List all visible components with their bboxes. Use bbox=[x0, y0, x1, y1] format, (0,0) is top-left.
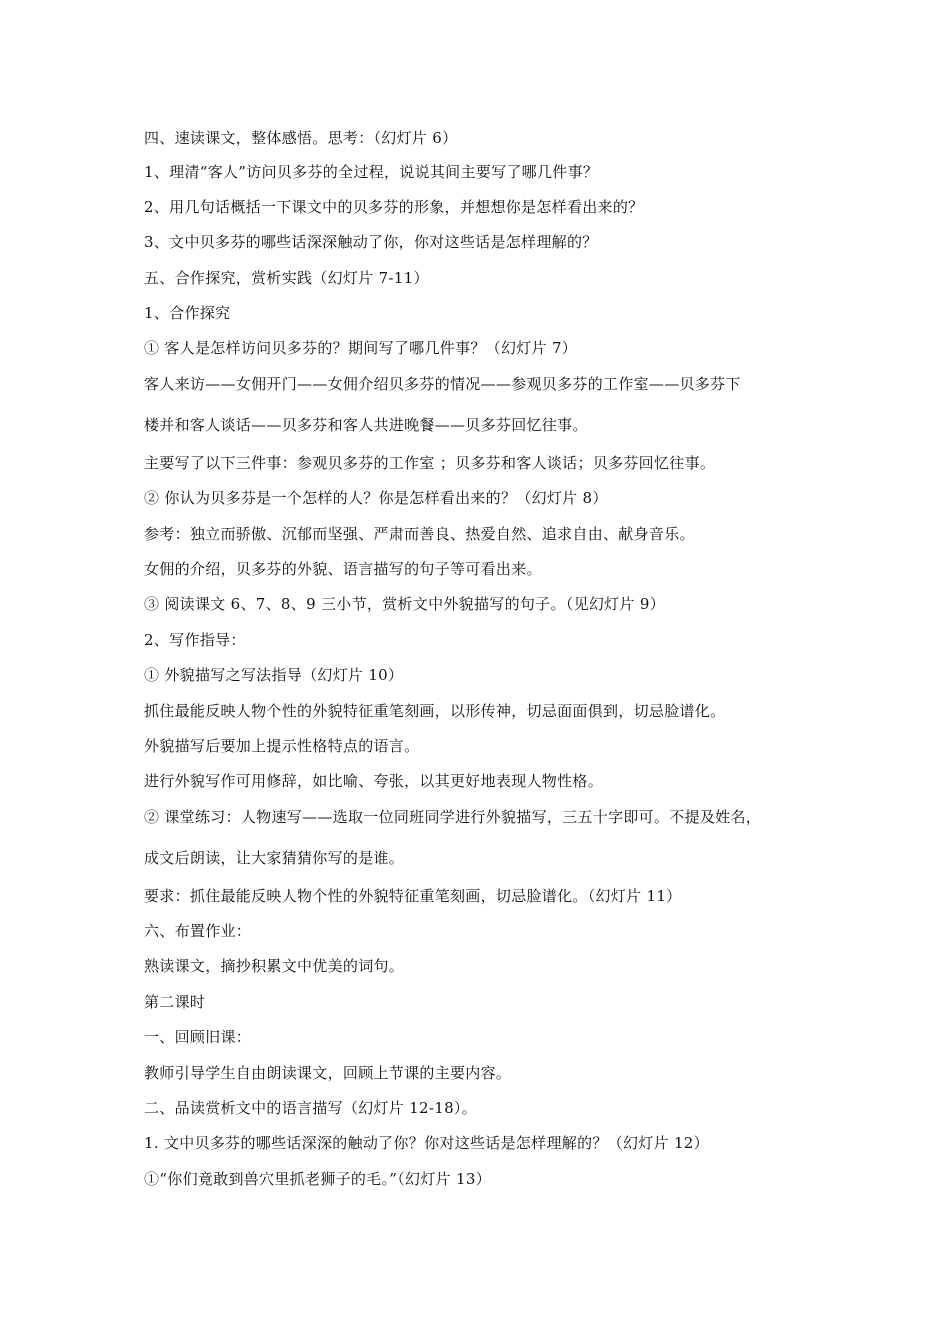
paragraph-line: 外貌描写后要加上提示性格特点的语言。 bbox=[144, 737, 420, 755]
section-heading-1: 一、回顾旧课： bbox=[144, 1028, 252, 1046]
paragraph-line: 进行外貌写作可用修辞，如比喻、夸张，以其更好地表现人物性格。 bbox=[144, 772, 604, 790]
paragraph-line: ①“你们竟敢到兽穴里抓老狮子的毛。”（幻灯片 13） bbox=[144, 1170, 491, 1188]
paragraph-line: ② 你认为贝多芬是一个怎样的人？你是怎样看出来的？（幻灯片 8） bbox=[144, 489, 608, 507]
paragraph-line: ② 课堂练习：人物速写——选取一位同班同学进行外貌描写，三五十字即可。不提及姓名， bbox=[144, 808, 762, 826]
section-heading-2: 二、品读赏析文中的语言描写（幻灯片 12-18）。 bbox=[144, 1099, 478, 1117]
paragraph-line: 1. 文中贝多芬的哪些话深深的触动了你？你对这些话是怎样理解的？（幻灯片 12） bbox=[144, 1134, 709, 1152]
paragraph-line: 女佣的介绍，贝多芬的外貌、语言描写的句子等可看出来。 bbox=[144, 560, 542, 578]
paragraph-line: 成文后朗读，让大家猜猜你写的是谁。 bbox=[144, 849, 405, 867]
subheading-writing-guidance: 2、写作指导： bbox=[144, 631, 246, 649]
section-heading-4: 四、速读课文，整体感悟。思考：（幻灯片 6） bbox=[144, 129, 458, 147]
paragraph-line: 要求：抓住最能反映人物个性的外貌特征重笔刻画，切忌脸谱化。（幻灯片 11） bbox=[144, 887, 682, 905]
paragraph-line: 客人来访——女佣开门——女佣介绍贝多芬的情况——参观贝多芬的工作室——贝多芬下 bbox=[144, 375, 741, 393]
paragraph-line: ① 客人是怎样访问贝多芬的？期间写了哪几件事？（幻灯片 7） bbox=[144, 339, 578, 357]
section-heading-6: 六、布置作业： bbox=[144, 922, 252, 940]
paragraph-line: 楼并和客人谈话——贝多芬和客人共进晚餐——贝多芬回忆往事。 bbox=[144, 416, 588, 434]
paragraph-line: ① 外貌描写之写法指导（幻灯片 10） bbox=[144, 666, 404, 684]
paragraph-line: ③ 阅读课文 6、7、8、9 三小节，赏析文中外貌描写的句子。（见幻灯片 9） bbox=[144, 595, 665, 613]
section-heading-5: 五、合作探究，赏析实践（幻灯片 7-11） bbox=[144, 269, 429, 287]
question-2: 2、用几句话概括一下课文中的贝多芬的形象，并想想你是怎样看出来的？ bbox=[144, 198, 644, 216]
paragraph-line: 教师引导学生自由朗读课文，回顾上节课的主要内容。 bbox=[144, 1064, 512, 1082]
paragraph-line: 主要写了以下三件事：参观贝多芬的工作室 ；贝多芬和客人谈话；贝多芬回忆往事。 bbox=[144, 454, 716, 472]
paragraph-line: 熟读课文，摘抄积累文中优美的词句。 bbox=[144, 957, 405, 975]
question-3: 3、文中贝多芬的哪些话深深触动了你，你对这些话是怎样理解的？ bbox=[144, 233, 598, 251]
lesson-heading: 第二课时 bbox=[144, 993, 206, 1011]
paragraph-line: 参考：独立而骄傲、沉郁而坚强、严肃而善良、热爱自然、追求自由、献身音乐。 bbox=[144, 525, 695, 543]
paragraph-line: 抓住最能反映人物个性的外貌特征重笔刻画，以形传神，切忌面面俱到，切忌脸谱化。 bbox=[144, 702, 726, 720]
question-1: 1、理清“客人”访问贝多芬的全过程，说说其间主要写了哪几件事？ bbox=[144, 163, 599, 181]
subheading-cooperative-inquiry: 1、合作探究 bbox=[144, 304, 231, 322]
